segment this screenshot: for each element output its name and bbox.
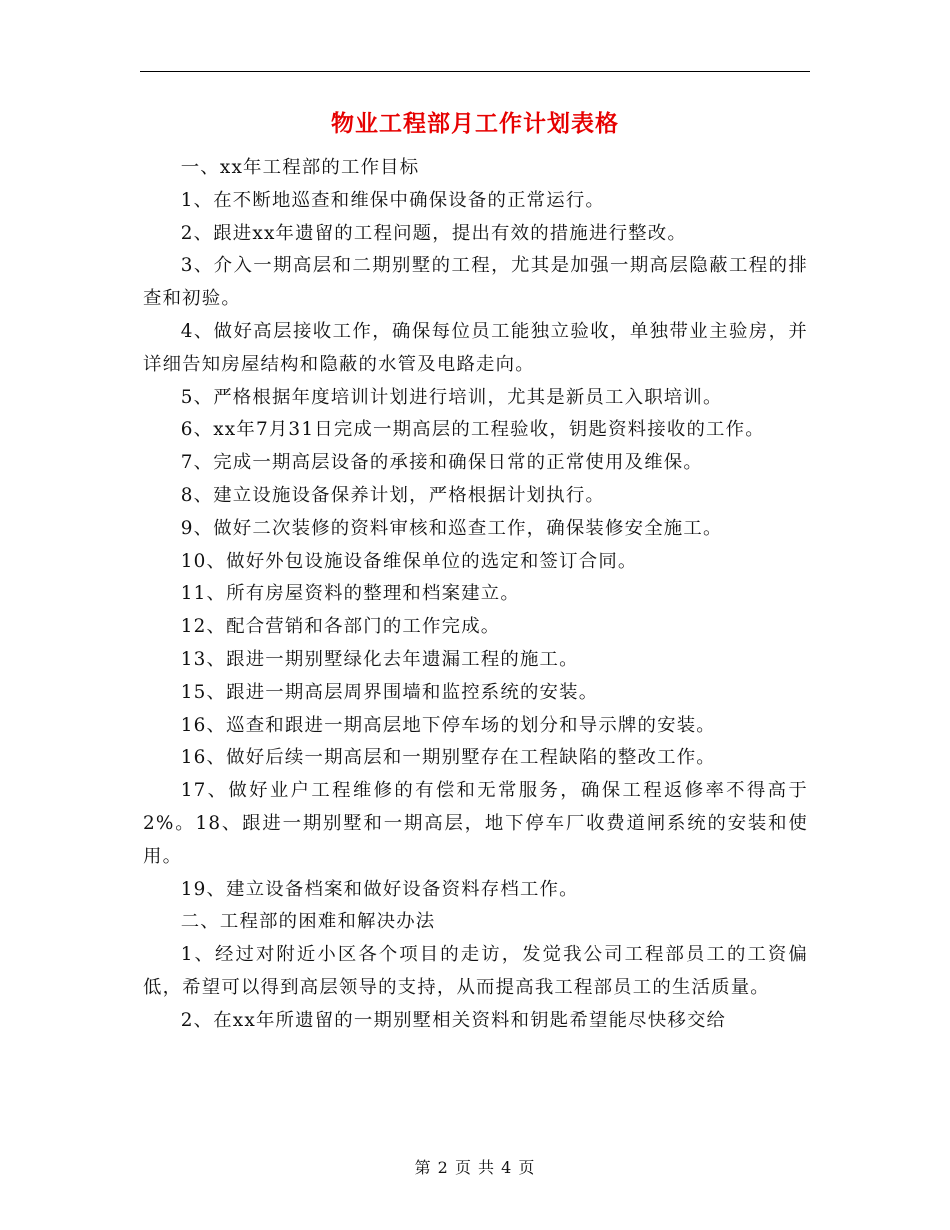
goal-item: 7、完成一期高层设备的承接和确保日常的正常使用及维保。 [180, 452, 703, 474]
goal-item: 3、介入一期高层和二期别墅的工程，尤其是加强一期高层隐蔽工程的排查和初验。 [143, 255, 808, 310]
goal-item: 19、建立设备档案和做好设备资料存档工作。 [180, 878, 579, 900]
goal-item: 17、做好业户工程维修的有偿和无常服务，确保工程返修率不得高于2%。18、跟进一期别墅和一期高层，地下停车厂收费道闸系统的安装和使用。 [143, 780, 808, 867]
goal-item: 5、严格根据年度培训计划进行培训，尤其是新员工入职培训。 [180, 386, 723, 408]
goal-item: 16、做好后续一期高层和一期别墅存在工程缺陷的整改工作。 [180, 747, 716, 769]
document-title: 物业工程部月工作计划表格 [331, 110, 619, 137]
goal-item: 16、巡查和跟进一期高层地下停车场的划分和导示牌的安装。 [180, 714, 716, 736]
goal-item: 6、xx年7月31日完成一期高层的工程验收，钥匙资料接收的工作。 [180, 419, 765, 441]
goal-item: 8、建立设施设备保养计划，严格根据计划执行。 [180, 484, 606, 506]
goal-item: 4、做好高层接收工作，确保每位员工能独立验收，单独带业主验房，并详细告知房屋结构和隐蔽的水管及电路走向。 [143, 320, 808, 375]
section-heading-goals: 一、xx年工程部的工作目标 [180, 157, 420, 178]
goal-item: 1、在不断地巡查和维保中确保设备的正常运行。 [180, 189, 606, 211]
document-body [143, 152, 808, 1038]
goal-item: 11、所有房屋资料的整理和档案建立。 [180, 583, 520, 605]
difficulty-item: 1、经过对附近小区各个项目的走访，发觉我公司工程部员工的工资偏低，希望可以得到高层领导的支持，从而提高我工程部员工的生活质量。 [143, 944, 808, 998]
goal-item: 13、跟进一期别墅绿化去年遗漏工程的施工。 [180, 648, 579, 670]
goal-item: 9、做好二次装修的资料审核和巡查工作，确保装修安全施工。 [180, 517, 723, 539]
goal-item: 15、跟进一期高层周界围墙和监控系统的安装。 [180, 681, 599, 703]
difficulty-item: 2、在xx年所遗留的一期别墅相关资料和钥匙希望能尽快移交给 [180, 1009, 727, 1031]
header-rule [140, 71, 810, 72]
page-footer: 第 2 页 共 4 页 [414, 1158, 536, 1177]
section-heading-difficulties: 二、工程部的困难和解决办法 [180, 911, 436, 933]
goal-item: 10、做好外包设施设备维保单位的选定和签订合同。 [180, 550, 638, 572]
goal-item: 12、配合营销和各部门的工作完成。 [180, 616, 501, 638]
goal-item: 2、跟进xx年遗留的工程问题，提出有效的措施进行整改。 [180, 222, 687, 244]
